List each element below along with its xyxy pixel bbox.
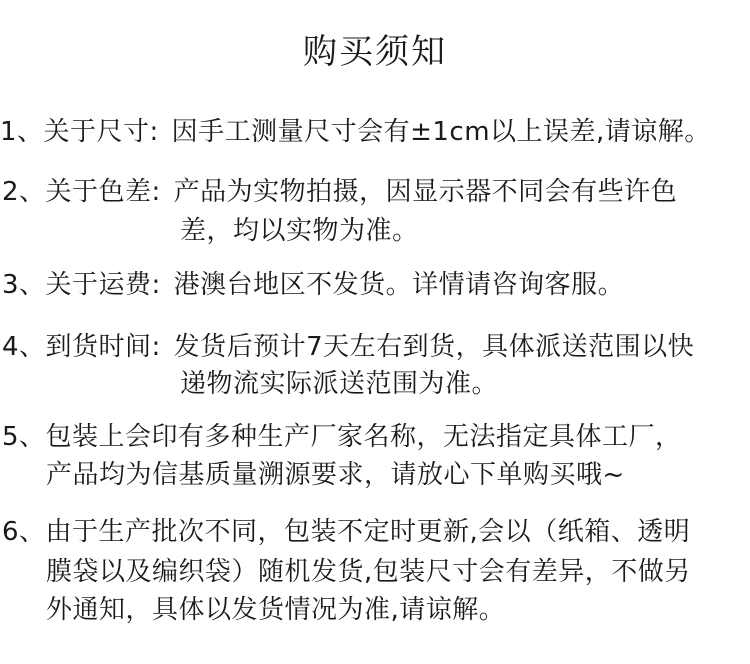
page-title: 购买须知 [303, 32, 447, 72]
notice-label: 2、关于色差: [2, 177, 161, 207]
notice-text-continuation: 差，均以实物为准。 [180, 216, 419, 246]
notice-text: 因手工测量尺寸会有±1cm以上误差,请谅解。 [171, 117, 711, 147]
notice-item-delivery [2, 330, 694, 364]
notice-item-shipping [2, 268, 624, 302]
notice-text: 由于生产批次不同，包装不定时更新,会以（纸箱、透明 [45, 517, 691, 547]
notice-label: 3、关于运费: [2, 270, 161, 300]
notice-item-packaging-update [2, 515, 690, 549]
notice-item-color [2, 175, 677, 209]
notice-text-continuation: 递物流实际派送范围为准。 [180, 369, 499, 399]
notice-text: 港澳台地区不发货。详情请咨询客服。 [173, 270, 625, 300]
notice-text: 产品为实物拍摄，因显示器不同会有些许色 [173, 177, 678, 207]
notice-item-size [0, 115, 711, 149]
notice-text-continuation: 膜袋以及编织袋）随机发货,包装尺寸会有差异，不做另 [46, 557, 691, 587]
notice-text-continuation: 外通知，具体以发货情况为准,请谅解。 [46, 595, 506, 625]
notice-text: 发货后预计7天左右到货，具体派送范围以快 [173, 332, 695, 362]
notice-item-packaging-brand [2, 420, 682, 454]
notice-text-continuation: 产品均为信基质量溯源要求，请放心下单购买哦~ [46, 460, 625, 490]
notice-label: 1、关于尺寸: [0, 117, 159, 147]
notice-label: 5、 [2, 422, 46, 452]
notice-label: 6、 [2, 517, 46, 547]
notice-label: 4、到货时间: [2, 332, 161, 362]
notice-text: 包装上会印有多种生产厂家名称，无法指定具体工厂， [45, 422, 682, 452]
